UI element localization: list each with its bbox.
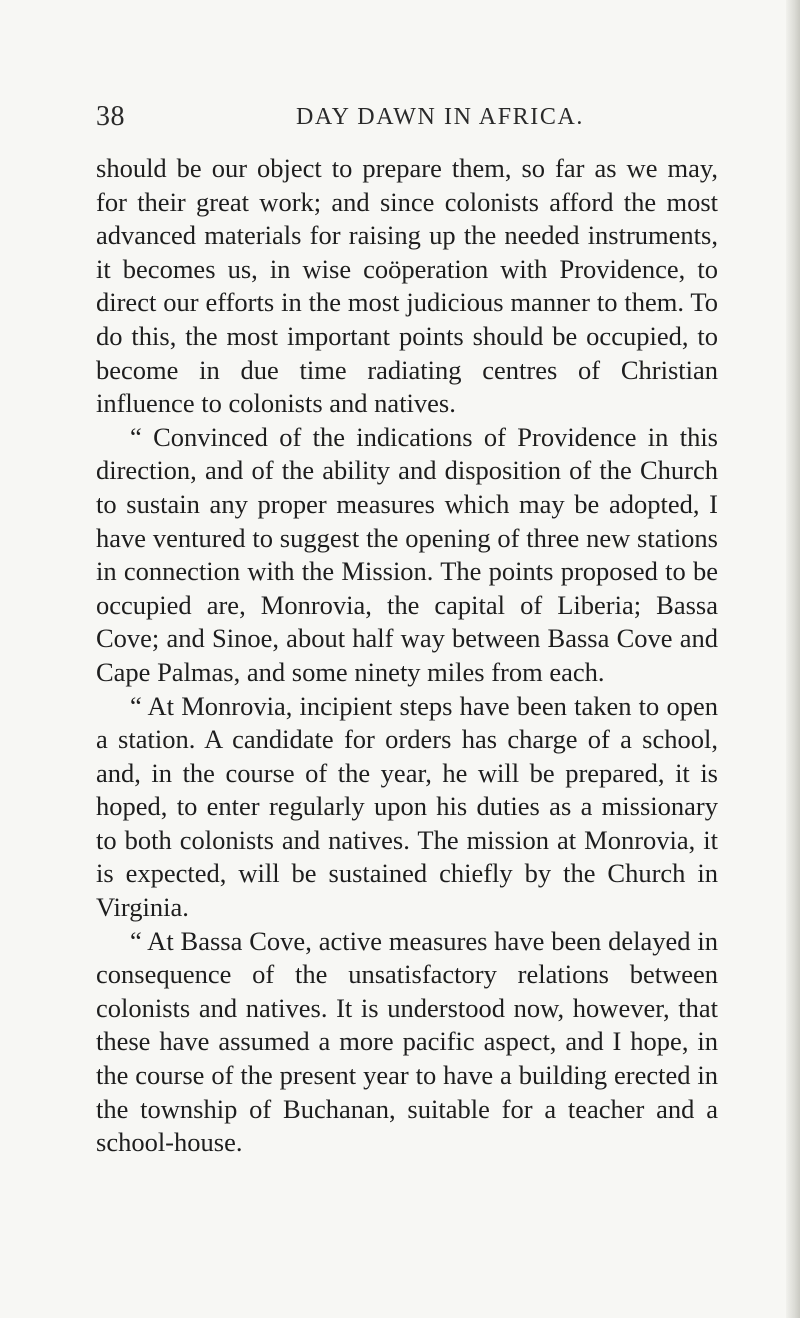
- paragraph-monrovia: “ At Monrovia, incipient steps have been taken to open a station. A candidate for orders has charge of a school, and, in the course of the year, he will be prepared, it is hoped, to enter regularly upon his duties as a missionary to both colonists and natives. The mission at Monrovia, it is expected, will be sustained chiefly by the Church in Virginia.: [96, 690, 718, 923]
- paragraph-bassa-cove: “ At Bassa Cove, active measures have been delayed in consequence of the unsatisfactory relations between colonists and natives. It is understood now, however, that these have assumed a more pacific aspect, and I hope, in the course of the present year to have a building erected in the township of Buchanan, suitable for a teacher and a school-house.: [96, 925, 718, 1158]
- page-number: 38: [96, 101, 125, 132]
- page-edge-shadow: [786, 0, 800, 1318]
- running-title: DAY DAWN IN AFRICA.: [295, 104, 585, 130]
- paragraph-continuation: should be our object to prepare them, so far as we may, for their great work; and since colonists afford the most advanced materials for raising up the needed instruments, it becomes us, in wise coöperation with Providence, to direct our efforts in the most judicious manner to them. To do this, the most important points should be occupied, to become in due time radiating centres of Christian influence to colonists and natives.: [96, 153, 718, 419]
- page-header: [0, 97, 800, 137]
- paragraph-convinced: “ Convinced of the indications of Providence in this direction, and of the ability and disposition of the Church to sustain any proper measures which may be adopted, I have ventured to suggest the opening of three new stations in connection with the Mission. The points proposed to be occupied are, Monrovia, the capital of Liberia; Bassa Cove; and Sinoe, about half way between Bassa Cove and Cape Palmas, and some ninety miles from each.: [96, 421, 718, 687]
- body-text: [96, 152, 718, 1160]
